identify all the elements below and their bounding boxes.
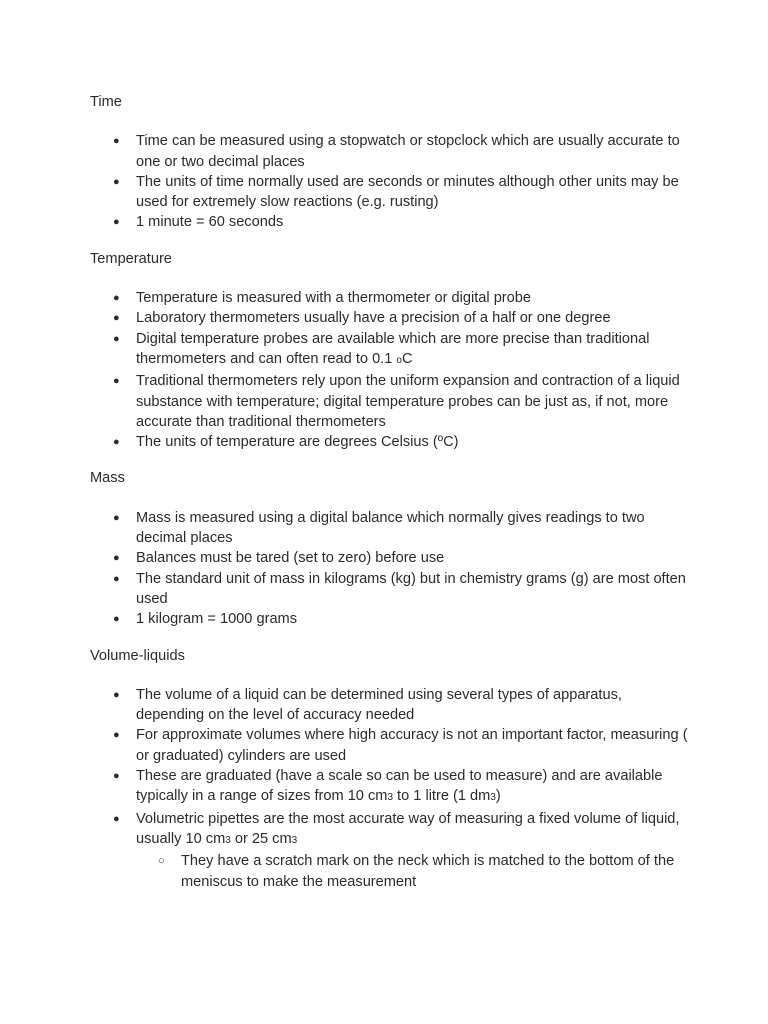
- section-heading-temperature: Temperature: [90, 250, 172, 267]
- list-item: ● For approximate volumes where high accuracy is not an important factor, measuring ( or graduated) cylinders are used: [90, 725, 690, 766]
- list-item: ● 1 minute = 60 seconds: [90, 212, 690, 232]
- pipette-sub-list: [136, 851, 690, 892]
- list-item-text: or 25 cm: [230, 830, 292, 847]
- list-item: ● Time can be measured using a stopwatch or stopclock which are usually accurate to one or two decimal places: [90, 131, 690, 172]
- list-item: ● The units of temperature are degrees Celsius (ºC): [90, 432, 690, 452]
- list-item: [90, 809, 690, 892]
- temperature-list: [90, 288, 690, 452]
- list-item-text: Digital temperature probes are available which are more precise than traditional thermometers and can often read to 0.1: [136, 330, 650, 367]
- list-item: ● Temperature is measured with a thermometer or digital probe: [90, 288, 690, 308]
- unit-exponent: 3: [291, 834, 298, 846]
- time-list: [90, 131, 690, 232]
- list-item: ● 1 kilogram = 1000 grams: [90, 609, 690, 629]
- sub-list-item: ○ They have a scratch mark on the neck which is matched to the bottom of the meniscus to make the measurement: [90, 851, 690, 892]
- list-item-text: to 1 litre (1 dm: [393, 788, 491, 805]
- section-heading-time: Time: [90, 94, 122, 110]
- section-heading-volume-liquids: Volume-liquids: [90, 647, 185, 664]
- unit-exponent: 3: [490, 792, 496, 804]
- mass-list: [90, 508, 690, 630]
- list-item: [90, 766, 690, 809]
- unit-exponent: 3: [225, 834, 231, 846]
- list-item: ● Mass is measured using a digital balance which normally gives readings to two decimal places: [90, 508, 690, 549]
- list-item: [90, 329, 690, 372]
- list-item: ● Traditional thermometers rely upon the uniform expansion and contraction of a liquid substance with temperature; digital temperature probes can be just as, if not, more accurate than traditional thermometers: [90, 371, 690, 432]
- list-item: ● The units of time normally used are seconds or minutes although other units may be used for extremely slow reactions (e.g. rusting): [90, 172, 690, 213]
- list-item: ● Balances must be tared (set to zero) before use: [90, 548, 690, 568]
- section-heading-mass: Mass: [90, 470, 125, 487]
- list-item: ● Laboratory thermometers usually have a precision of a half or one degree: [90, 308, 690, 328]
- list-item-text: ): [495, 788, 501, 805]
- unit-exponent: 3: [387, 792, 393, 804]
- volume-list: [90, 685, 690, 892]
- degree-o: o: [396, 354, 402, 366]
- list-item: ● The standard unit of mass in kilograms (kg) but in chemistry grams (g) are most often used: [90, 569, 690, 610]
- list-item-text: These are graduated (have a scale so can be used to measure) and are available typically in a range of sizes from 10 cm: [136, 768, 663, 805]
- list-item: ● The volume of a liquid can be determined using several types of apparatus, depending on the level of accuracy needed: [90, 685, 690, 726]
- degree-c: C: [401, 350, 413, 367]
- list-item-text: Volumetric pipettes are the most accurate way of measuring a fixed volume of liquid, usually 10 cm: [136, 810, 680, 847]
- document-content: [90, 92, 690, 908]
